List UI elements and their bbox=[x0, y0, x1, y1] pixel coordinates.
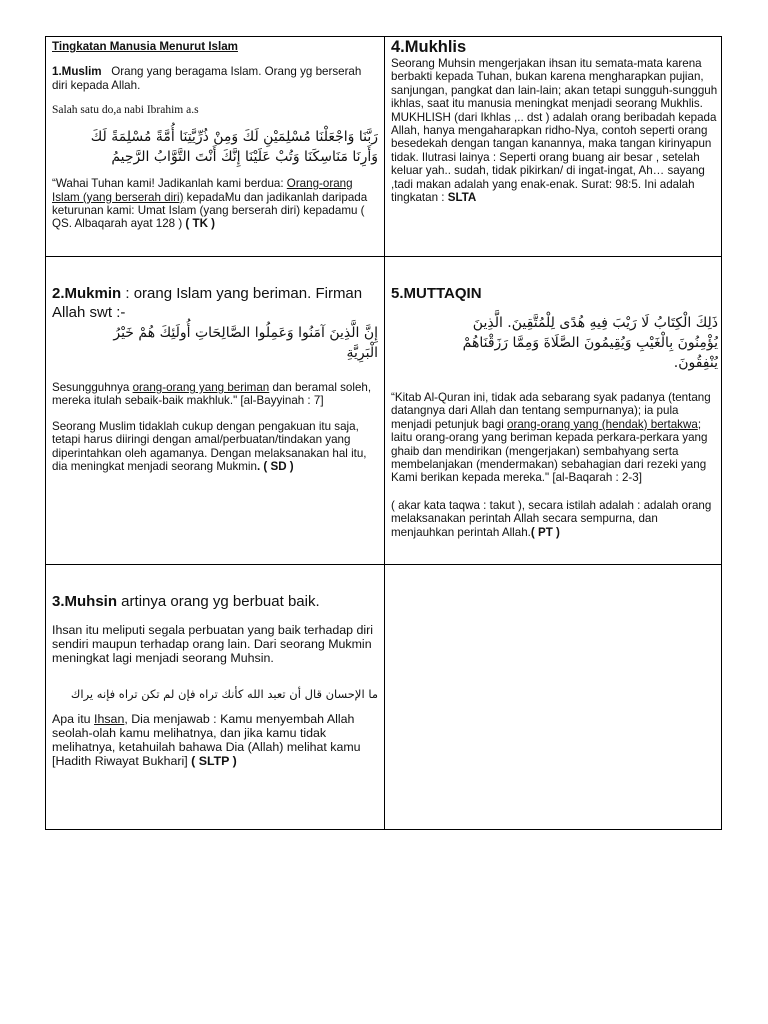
section-body: Ihsan itu meliputi segala perbuatan yang baik terhadap diri sendiri maupun terhadap orang lain. Dari seorang Mukmin meningkat lagi menjadi seorang Muhsin. bbox=[52, 623, 373, 666]
cell-muttaqin bbox=[391, 284, 718, 562]
section-body bbox=[391, 499, 718, 539]
section-title bbox=[52, 284, 378, 322]
level-badge: SLTA bbox=[447, 191, 477, 205]
cell-muslim bbox=[52, 40, 378, 252]
body-text: Seorang Muhsin mengerjakan ihsan itu semata-mata karena berbakti kepada Tuhan, bukan karena mengharapkan pujian, sanjungan, pangkat dan lain-lain; akan tetapi sungguh-sungguh ikhlas, saat itu manusia meningkat menjadi seorang Mukhlis. MUKHLISH (dari Ikhlas ,.. dst ) adalah orang beribadah kepada Allah, hanya mengaharapkan ridho-Nya, contoh seperti orang besedekah dengan tangan kanannya, maka tangan kirinyapun tidak. Ilutrasi lainya : Seperti orang buang air besar , setelah keluar yah.. sudah, tidak pikirkan/ di ingat-ingat, Ah… sayang ,tadi makan adalah yang enak-enak. Surat: 98:5. Ini adalah tingkatan : bbox=[391, 57, 718, 205]
translation-underlined: orang-orang yang (hendak) bertakwa bbox=[507, 417, 698, 431]
arabic-verse-line: يُنْفِقُونَ. bbox=[673, 355, 718, 371]
translation-text: Apa itu bbox=[52, 711, 95, 726]
cell-muhsin bbox=[52, 592, 378, 826]
section-title-rest: : orang Islam yang beriman. Firman Allah swt :- bbox=[52, 285, 363, 321]
table-column-divider bbox=[384, 36, 385, 830]
section-title: 4.Mukhlis bbox=[391, 38, 467, 56]
arabic-verse-line: رَبَّنَا وَاجْعَلْنَا مُسْلِمَيْنِ لَكَ وَمِنْ ذُرِّيَّتِنَا أُمَّةً مُسْلِمَةً لَكَ bbox=[90, 129, 378, 146]
hadith-translation bbox=[52, 712, 378, 769]
translation-text: “Kitab Al-Quran ini, tidak ada sebarang syak padanya (tentang datangnya dari Allah dan tentang sempurnanya); ia pula menjadi petunjuk bagi bbox=[391, 391, 711, 431]
translation-text: ; laitu orang-orang yang beriman kepada perkara-perkara yang ghaib dan mendirikan (mengerjakan) sembahyang serta membelanjakan (mendermakan) sebahagian dari rezeki yang Kami berikan kepada mereka." [al-Baqarah : 2-3] bbox=[391, 417, 708, 485]
translation-underlined: orang-orang yang beriman bbox=[132, 381, 270, 394]
muslim-definition bbox=[52, 65, 378, 92]
section-body bbox=[391, 57, 718, 204]
section-title-rest: artinya orang yg berbuat baik. bbox=[117, 593, 320, 610]
verse-translation bbox=[52, 381, 378, 408]
verse-translation bbox=[391, 391, 718, 485]
arabic-verse-line: يُؤْمِنُونَ بِالْغَيْبِ وَيُقِيمُونَ الصَّلَاةَ وَمِمَّا رَزَقْنَاهُمْ bbox=[462, 335, 718, 351]
body-text: Seorang Muslim tidaklah cukup dengan pengakuan itu saja, tetapi harus diiringi dengan amal/perbuatan/tindakan yang diperintahkan oleh agamanya. Dengan melaksanakan hal itu, dia meningkat menjadi seorang Mukmin bbox=[52, 419, 367, 474]
translation-text: dan beramal soleh, mereka itulah sebaik-baik makhluk." [al-Bayyinah : 7] bbox=[52, 381, 372, 408]
arabic-verse-line: ذَلِكَ الْكِتَابُ لَا رَيْبَ فِيهِ هُدًى لِلْمُتَّقِينَ. الَّذِينَ bbox=[472, 315, 718, 331]
muslim-label: 1.Muslim bbox=[52, 65, 102, 79]
table-row-divider bbox=[45, 564, 722, 565]
arabic-verse-line: الْبَرِيَّةِ bbox=[346, 345, 378, 361]
arabic-verse-line: إِنَّ الَّذِينَ آمَنُوا وَعَمِلُوا الصَّالِحَاتِ أُولَئِكَ هُمْ خَيْرُ bbox=[113, 325, 378, 341]
translation-underlined: Orang-orang Islam (yang berserah diri) bbox=[52, 177, 353, 204]
cell-empty bbox=[391, 570, 718, 826]
doa-intro: Salah satu do,a nabi Ibrahim a.s bbox=[52, 104, 199, 117]
level-badge: . ( SD ) bbox=[256, 460, 294, 474]
section-title-bold: 2.Mukmin bbox=[52, 285, 122, 302]
body-text: ( akar kata taqwa : takut ), secara istilah adalah : adalah orang melaksanakan perintah Allah secara sempurna, dan menjauhkan perintah Allah. bbox=[391, 498, 712, 539]
translation-text: “Wahai Tuhan kami! Jadikanlah kami berdua: bbox=[52, 177, 287, 191]
section-title-bold: 3.Muhsin bbox=[52, 593, 118, 610]
muslim-text: Orang yang beragama Islam. Orang yg berserah diri kepada Allah. bbox=[52, 65, 362, 92]
section-body bbox=[52, 420, 378, 474]
verse-translation bbox=[52, 177, 378, 231]
table-row-divider bbox=[45, 256, 722, 257]
translation-underlined: Ihsan bbox=[94, 711, 125, 726]
arabic-hadith: ما الإحسان قال أن تعبد الله كأنك تراه فإن لم تكن تراه فإنه يراك bbox=[70, 686, 378, 701]
cell-mukmin bbox=[52, 284, 378, 562]
arabic-verse-line: وَأَرِنَا مَنَاسِكَنَا وَتُبْ عَلَيْنَا إِنَّكَ أَنْتَ التَّوَّابُ الرَّحِيمُ bbox=[111, 149, 378, 166]
section-title: 5.MUTTAQIN bbox=[391, 285, 482, 302]
translation-text: kepadaMu dan jadikanlah daripada keturunan kami: Umat Islam (yang berserah diri) kepadamu ( QS. Albaqarah ayat 128 ) bbox=[52, 190, 368, 231]
level-badge: ( TK ) bbox=[185, 217, 216, 231]
document-title: Tingkatan Manusia Menurut Islam bbox=[52, 40, 238, 53]
level-badge: ( PT ) bbox=[530, 525, 560, 539]
section-title bbox=[52, 592, 378, 611]
cell-mukhlis bbox=[391, 38, 718, 254]
translation-text: , Dia menjawab : Kamu menyembah Allah seolah-olah kamu melihatnya, dan jika kamu tidak melihatnya, ketahuilah bahawa Dia (Allah) melihat kamu [Hadith Riwayat Bukhari] bbox=[52, 711, 361, 769]
level-badge: ( SLTP ) bbox=[191, 754, 237, 769]
translation-text: Sesungguhnya bbox=[52, 381, 133, 394]
